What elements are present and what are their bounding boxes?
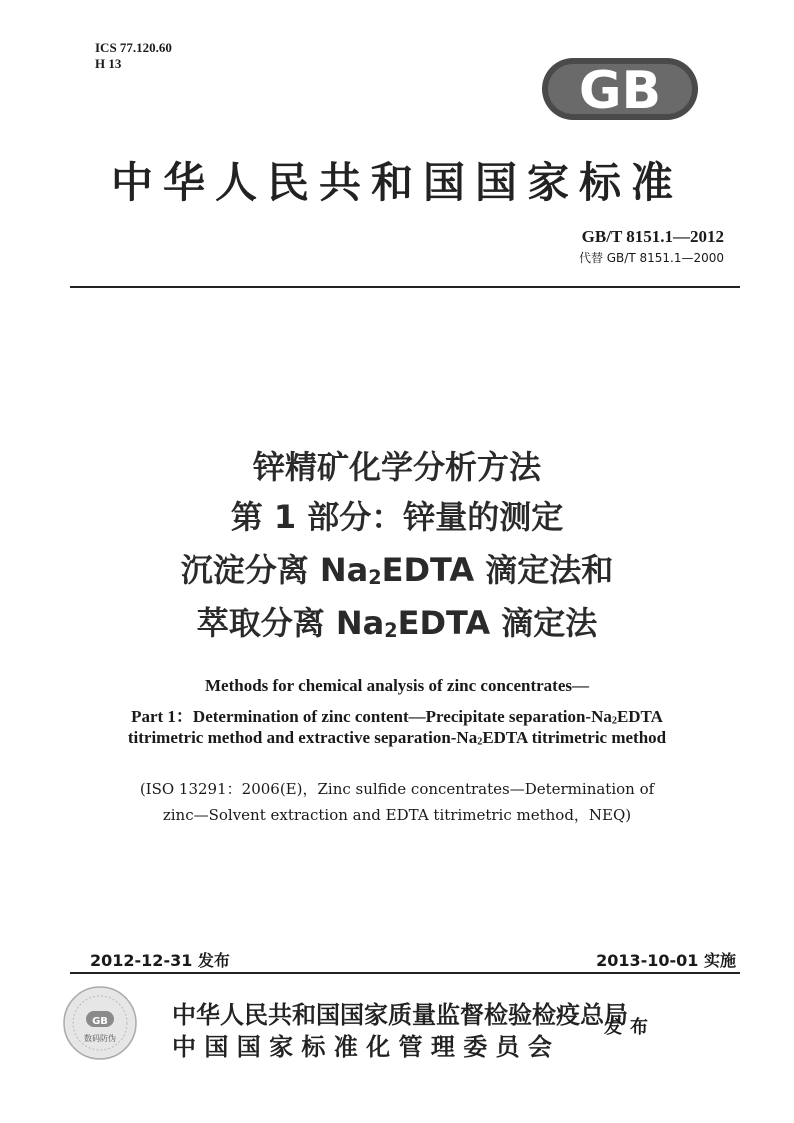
footer-divider — [70, 972, 740, 974]
replaces-note: 代替 GB/T 8151.1—2000 — [578, 251, 724, 265]
en-title-line3: titrimetric method and extractive separation-$Na_2EDTA$ titrimetric method — [127, 728, 667, 748]
classification-codes — [95, 40, 172, 72]
iso-reference-line1: (ISO 13291：2006(E)，Zinc sulfide concentrates—Determination of — [139, 780, 655, 798]
issuer-line2: 中 国 国 家 标 准 化 管 理 委 员 会 — [172, 1033, 552, 1061]
gb-logo — [540, 50, 700, 125]
standard-title: 中华人民共和国国家标准 — [110, 158, 683, 207]
ccs-code: H 13 — [95, 56, 122, 71]
issuer-line1: 中华人民共和国国家质量监督检验检疫总局 — [172, 1001, 628, 1029]
standard-number-block — [579, 227, 724, 266]
svg-text:GB: GB — [92, 1016, 108, 1027]
publish-label: 发布 — [604, 1017, 656, 1038]
en-title-line2: Part 1：Determination of zinc content—Precipitate separation-$Na_2EDTA$ — [131, 707, 663, 727]
en-title-line1: Methods for chemical analysis of zinc concentrates— — [204, 676, 589, 695]
header-divider — [70, 286, 740, 288]
logo-text: GB — [578, 61, 662, 121]
cn-title-line1: 锌精矿化学分析方法 — [252, 448, 541, 486]
implementation-date: 2013-10-01 实施 — [596, 951, 736, 970]
cn-title-line4: 萃取分离 $Na_2EDTA$ 滴定法 — [196, 604, 598, 642]
cn-title-line3: 沉淀分离 $Na_2EDTA$ 滴定法和 — [180, 551, 614, 589]
iso-reference-line2: zinc—Solvent extraction and EDTA titrimetric method，NEQ) — [162, 806, 632, 824]
anti-counterfeit-seal — [62, 985, 138, 1061]
issue-date: 2012-12-31 发布 — [90, 951, 230, 970]
ics-code: ICS 77.120.60 — [95, 40, 172, 55]
seal-text: 数码防伪 — [84, 1034, 116, 1043]
standard-number: GB/T 8151.1—2012 — [581, 227, 724, 246]
cn-title-line2: 第 1 部分：锌量的测定 — [230, 498, 564, 536]
